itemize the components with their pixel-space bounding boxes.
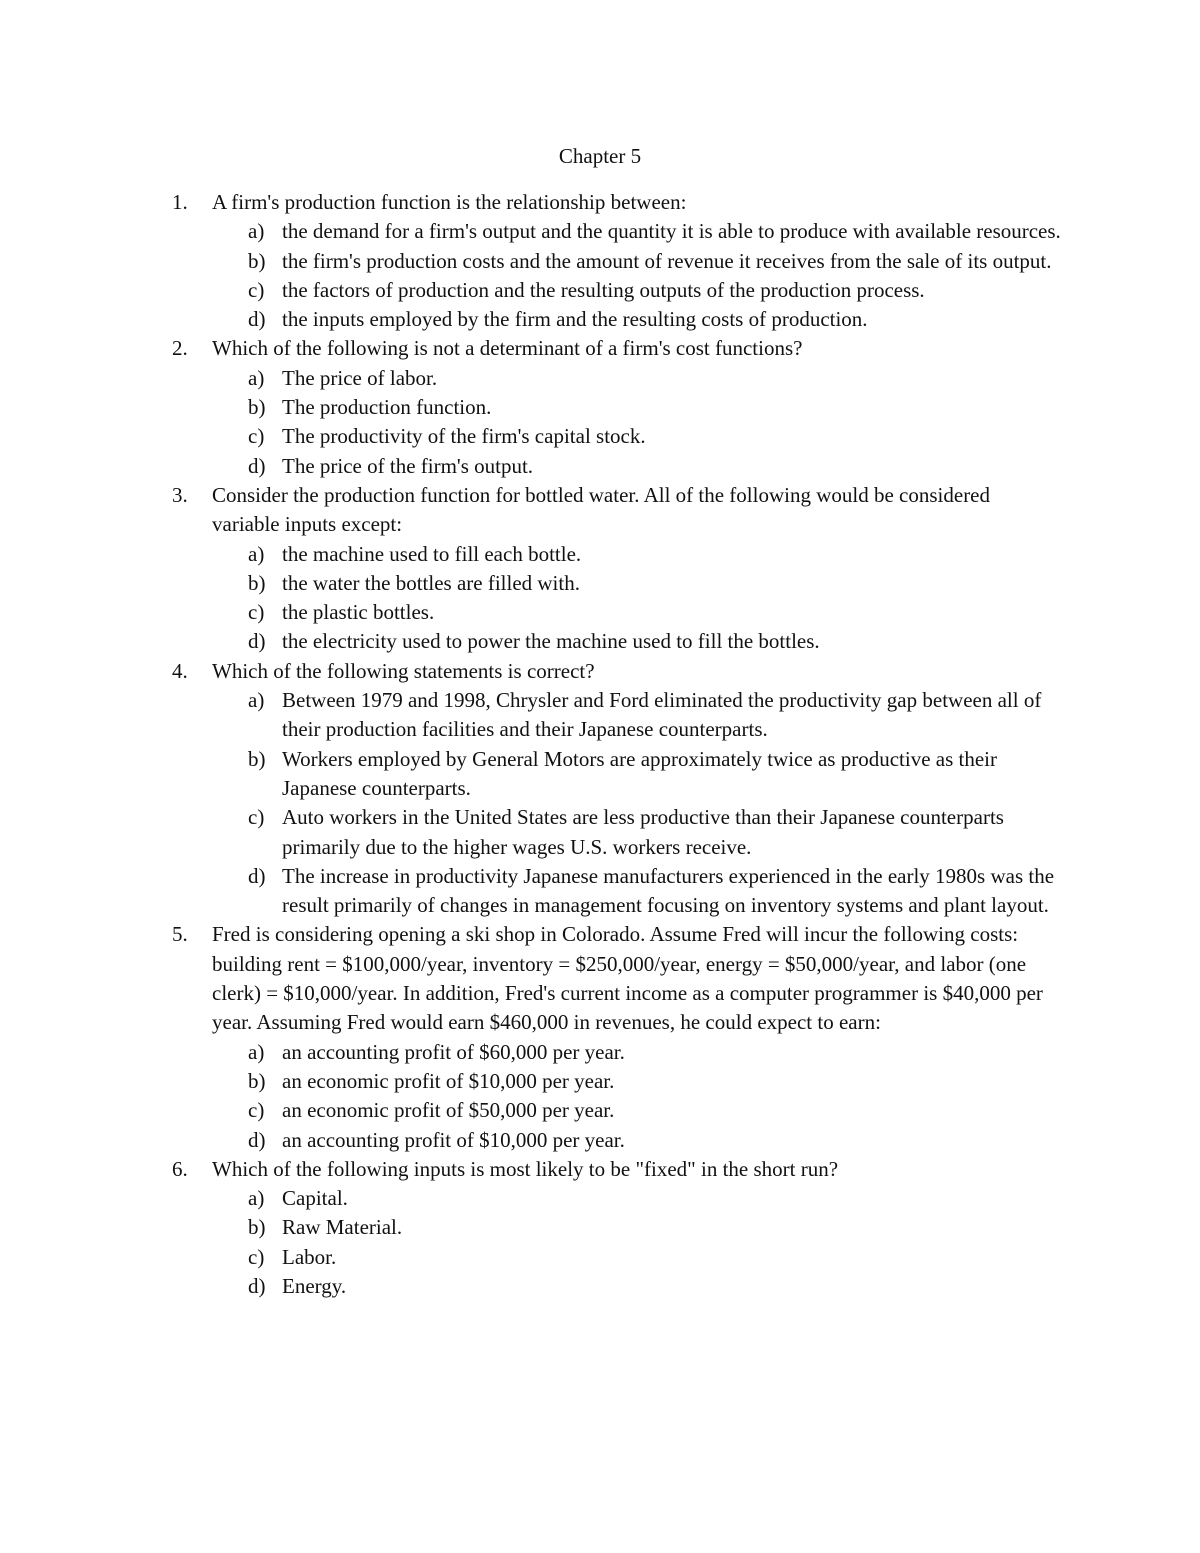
option-list <box>212 217 1062 334</box>
option-text: an accounting profit of $60,000 per year. <box>282 1039 625 1064</box>
option-item <box>212 364 1062 393</box>
question-number: 5. <box>172 922 188 947</box>
option-letter: a) <box>248 365 265 390</box>
option-item <box>212 1067 1062 1096</box>
question-list <box>172 188 1062 1301</box>
option-letter: b) <box>248 570 266 595</box>
option-text: Between 1979 and 1998, Chrysler and Ford eliminated the productivity gap between all of their production facilities and their Japanese counterparts. <box>282 688 1042 742</box>
question-text: Which of the following is not a determinant of a firm's cost functions? <box>212 336 803 361</box>
option-list <box>212 1038 1062 1155</box>
option-item <box>212 422 1062 451</box>
option-item <box>212 1184 1062 1213</box>
option-letter: d) <box>248 863 266 888</box>
option-text: an accounting profit of $10,000 per year. <box>282 1127 625 1152</box>
option-text: the inputs employed by the firm and the resulting costs of production. <box>282 307 868 332</box>
option-letter: d) <box>248 1127 266 1152</box>
question-item <box>172 920 1062 1154</box>
option-list <box>212 1184 1062 1301</box>
option-item <box>212 745 1062 804</box>
question-item <box>172 334 1062 480</box>
option-text: The price of the firm's output. <box>282 453 534 478</box>
option-text: The increase in productivity Japanese manufacturers experienced in the early 1980s was the result primarily of changes in management focusing on inventory systems and plant layout. <box>282 863 1055 918</box>
option-item <box>212 1096 1062 1125</box>
question-text: Consider the production function for bottled water. All of the following would be considered variable inputs except: <box>212 482 991 537</box>
option-item <box>212 452 1062 481</box>
option-letter: a) <box>248 688 265 713</box>
question-text: Fred is considering opening a ski shop in Colorado. Assume Fred will incur the following costs: building rent = $100,000/year, inventory = $250,000/year, energy = $50,000/year, and labor (one clerk) = $10,000/year. In addition, Fred's current income as a computer programmer is $40,000 per year. Assuming Fred would earn $460,000 in revenues, he could expect to earn: <box>212 922 1043 1035</box>
option-item <box>212 862 1062 921</box>
question-number: 2. <box>172 336 188 361</box>
option-item <box>212 247 1062 276</box>
question-number: 3. <box>172 482 188 507</box>
option-text: the demand for a firm's output and the quantity it is able to produce with available resources. <box>282 219 1061 244</box>
option-text: Workers employed by General Motors are approximately twice as productive as their Japanese counterparts. <box>282 746 997 800</box>
option-item <box>212 1126 1062 1155</box>
option-text: Capital. <box>282 1186 348 1211</box>
option-text: an economic profit of $50,000 per year. <box>282 1098 615 1123</box>
option-list <box>212 540 1062 657</box>
question-number: 1. <box>172 190 188 214</box>
option-item <box>212 305 1062 334</box>
option-item <box>212 1243 1062 1272</box>
option-text: the plastic bottles. <box>282 600 435 625</box>
option-item <box>212 393 1062 422</box>
option-text: the machine used to fill each bottle. <box>282 541 582 566</box>
question-text: Which of the following statements is correct? <box>212 658 595 683</box>
option-text: The productivity of the firm's capital stock. <box>282 424 646 449</box>
option-letter: b) <box>248 1215 266 1240</box>
option-text: The price of labor. <box>282 365 438 390</box>
chapter-title: Chapter 5 <box>558 144 642 168</box>
option-letter: b) <box>248 746 266 771</box>
option-letter: a) <box>248 1186 265 1211</box>
option-text: the water the bottles are filled with. <box>282 570 580 595</box>
option-letter: d) <box>248 1273 266 1298</box>
option-item <box>212 627 1062 656</box>
option-letter: b) <box>248 248 266 273</box>
option-letter: c) <box>248 600 265 625</box>
question-number: 6. <box>172 1156 188 1181</box>
option-item <box>212 598 1062 627</box>
option-letter: b) <box>248 395 266 420</box>
option-list <box>212 686 1062 920</box>
option-letter: c) <box>248 805 265 830</box>
question-text: Which of the following inputs is most likely to be "fixed" in the short run? <box>212 1156 839 1181</box>
option-text: the electricity used to power the machine used to fill the bottles. <box>282 629 820 654</box>
option-letter: d) <box>248 453 266 478</box>
option-text: Energy. <box>282 1273 347 1298</box>
option-text: Labor. <box>282 1244 337 1269</box>
option-letter: a) <box>248 541 265 566</box>
option-letter: a) <box>248 1039 265 1064</box>
option-letter: c) <box>248 424 265 449</box>
option-item <box>212 540 1062 569</box>
option-item <box>212 1038 1062 1067</box>
option-letter: c) <box>248 277 265 302</box>
option-letter: c) <box>248 1098 265 1123</box>
option-text: an economic profit of $10,000 per year. <box>282 1068 615 1093</box>
option-letter: d) <box>248 629 266 654</box>
option-letter: b) <box>248 1068 266 1093</box>
option-item <box>212 803 1062 862</box>
option-text: Raw Material. <box>282 1215 403 1240</box>
option-item <box>212 217 1062 246</box>
option-item <box>212 1213 1062 1242</box>
question-number: 4. <box>172 658 188 683</box>
option-text: The production function. <box>282 395 492 420</box>
option-item <box>212 569 1062 598</box>
question-text: A firm's production function is the relationship between: <box>212 190 687 214</box>
option-item <box>212 1272 1062 1301</box>
option-letter: d) <box>248 307 266 332</box>
option-letter: c) <box>248 1244 265 1269</box>
question-item <box>172 188 1062 334</box>
option-text: the factors of production and the resulting outputs of the production process. <box>282 277 925 302</box>
option-text: Auto workers in the United States are less productive than their Japanese counterparts primarily due to the higher wages U.S. workers receive. <box>282 805 1004 859</box>
question-item <box>172 1155 1062 1301</box>
option-item <box>212 276 1062 305</box>
option-item <box>212 686 1062 745</box>
option-text: the firm's production costs and the amount of revenue it receives from the sale of its output. <box>282 248 1052 273</box>
option-list <box>212 364 1062 481</box>
question-item <box>172 481 1062 657</box>
question-item <box>172 657 1062 921</box>
option-letter: a) <box>248 219 265 244</box>
